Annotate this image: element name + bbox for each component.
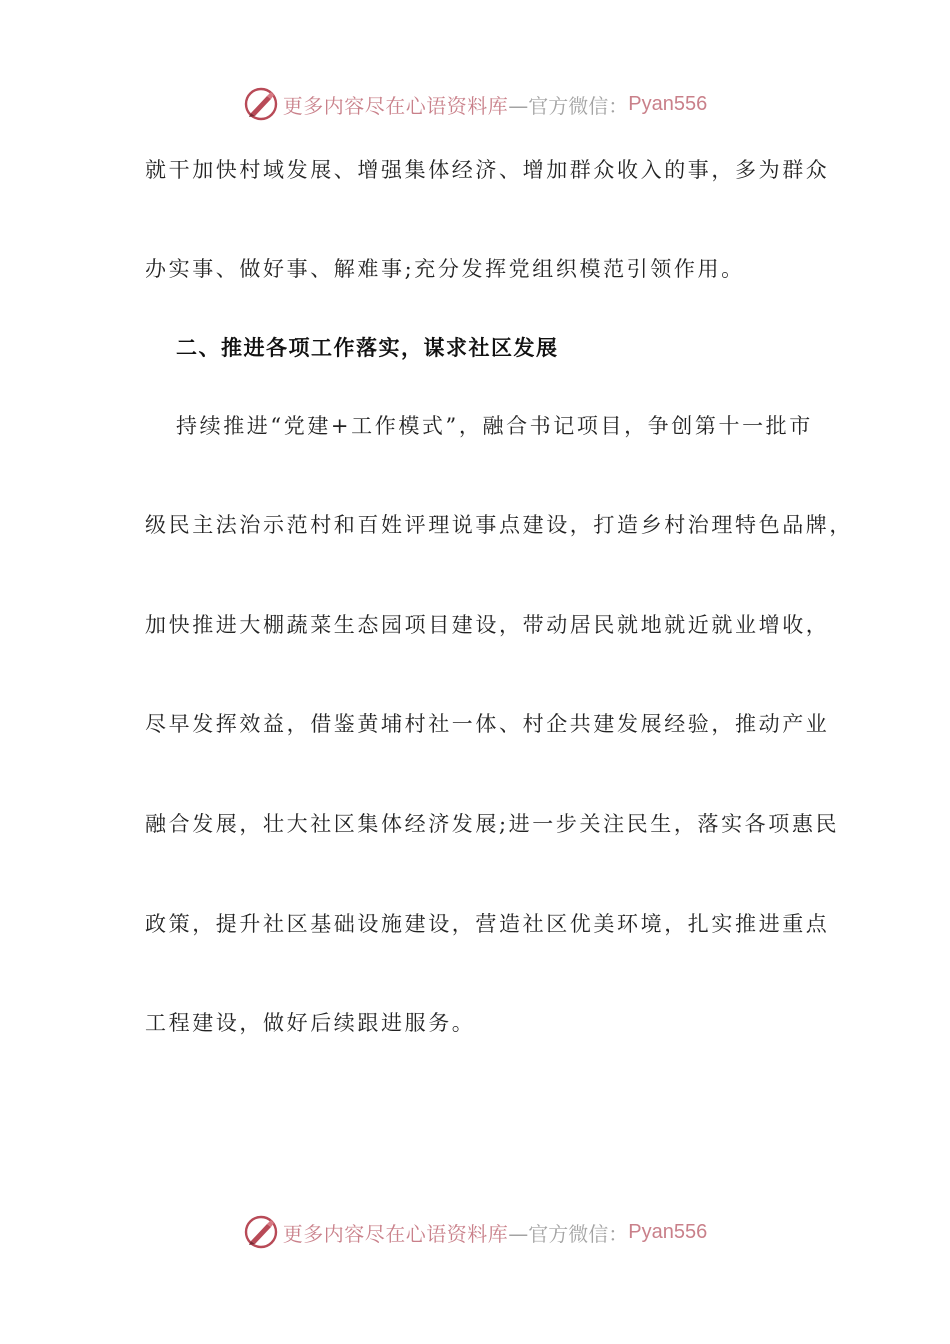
- watermark-brand: 更多内容尽在心语资料库: [282, 1221, 509, 1246]
- watermark-wechat-id: Pyan556: [628, 92, 708, 115]
- section-heading: 二、推进各项工作落实，谋求社区发展: [176, 336, 559, 360]
- paragraph-line: 持续推进“党建+工作模式”，融合书记项目，争创第十一批市: [176, 414, 813, 438]
- paragraph-line: 融合发展，壮大社区集体经济发展;进一步关注民生，落实各项惠民: [145, 812, 840, 836]
- paragraph-line: 级民主法治示范村和百姓评理说事点建设，打造乡村治理特色品牌，: [145, 513, 853, 537]
- paragraph-line: 工程建设，做好后续跟进服务。: [145, 1011, 476, 1035]
- footer-watermark: [0, 1210, 950, 1254]
- paragraph-line: 就干加快村域发展、增强集体经济、增加群众收入的事，多为群众: [145, 158, 830, 182]
- watermark-official: —官方微信：: [508, 93, 629, 118]
- watermark-brand: 更多内容尽在心语资料库: [282, 93, 509, 118]
- paragraph-line: 加快推进大棚蔬菜生态园项目建设，带动居民就地就近就业增收，: [145, 613, 830, 637]
- watermark-official: —官方微信：: [508, 1221, 629, 1246]
- pen-logo-icon: [243, 1214, 279, 1250]
- header-watermark: [0, 82, 950, 126]
- pen-logo-icon: [243, 86, 279, 122]
- paragraph-line: 尽早发挥效益，借鉴黄埔村社一体、村企共建发展经验，推动产业: [145, 712, 830, 736]
- watermark-wechat-id: Pyan556: [628, 1220, 708, 1243]
- paragraph-line: 政策，提升社区基础设施建设，营造社区优美环境，扎实推进重点: [145, 912, 830, 936]
- paragraph-line: 办实事、做好事、解难事;充分发挥党组织模范引领作用。: [145, 257, 745, 281]
